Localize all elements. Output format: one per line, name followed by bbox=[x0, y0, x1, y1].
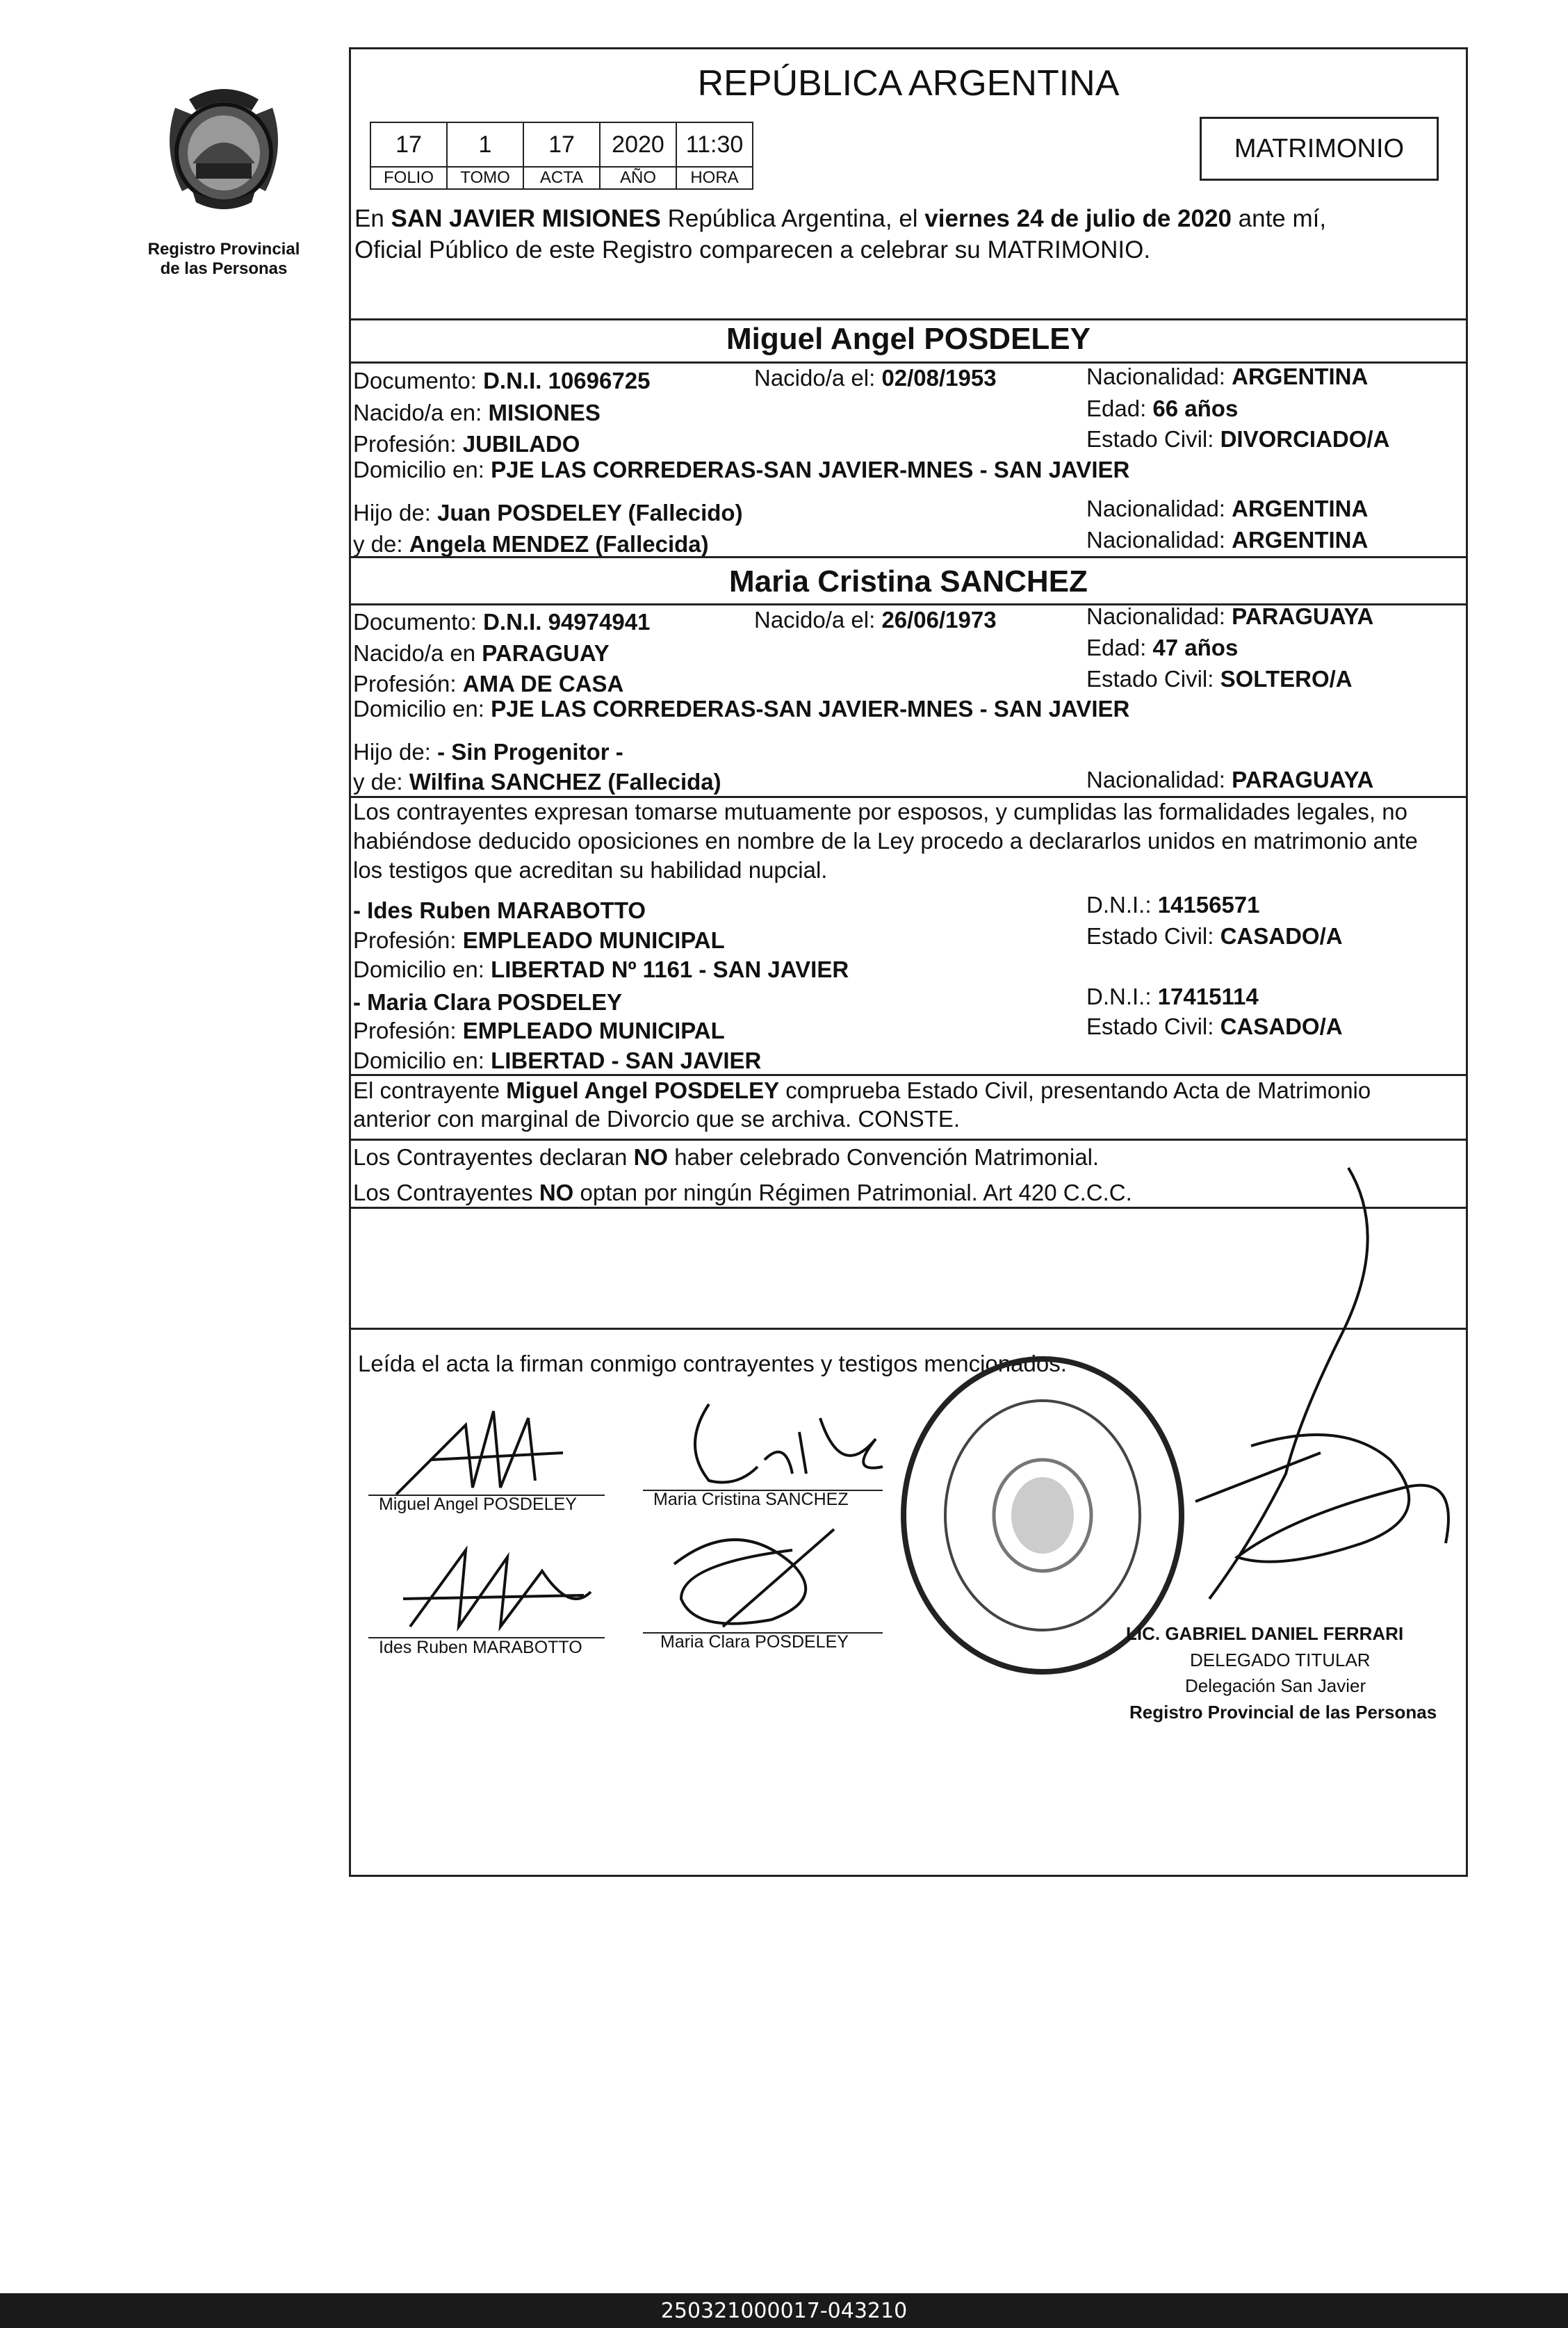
witness-1-civil-status: Estado Civil: CASADO/A bbox=[1086, 923, 1343, 949]
page-title: REPÚBLICA ARGENTINA bbox=[697, 63, 1120, 104]
official-delegation: Delegación San Javier bbox=[1185, 1675, 1366, 1696]
witness-1-dni: D.N.I.: 14156571 bbox=[1086, 892, 1260, 918]
groom-signature-icon bbox=[389, 1397, 570, 1508]
groom-civil-status: Estado Civil: DIVORCIADO/A bbox=[1086, 426, 1390, 452]
bride-name: Maria Cristina SANCHEZ bbox=[729, 564, 1088, 599]
witness-2-dni: D.N.I.: 17415114 bbox=[1086, 984, 1259, 1009]
groom-mother-nationality: Nacionalidad: ARGENTINA bbox=[1086, 527, 1369, 553]
acta-value: 17 bbox=[523, 122, 600, 167]
bride-mother-nationality: Nacionalidad: PARAGUAYA bbox=[1086, 767, 1374, 792]
declaration-line-3: los testigos que acreditan su habilidad nupcial. bbox=[353, 857, 828, 883]
witness-1-profession: Profesión: EMPLEADO MUNICIPAL bbox=[353, 927, 725, 953]
divider bbox=[349, 1074, 1468, 1076]
tomo-label: TOMO bbox=[447, 167, 523, 189]
bride-address: Domicilio en: PJE LAS CORREDERAS-SAN JAVIER-MNES - SAN JAVIER bbox=[353, 696, 1130, 722]
folio-label: FOLIO bbox=[370, 167, 447, 189]
record-type-badge: MATRIMONIO bbox=[1200, 117, 1439, 181]
footer-code: 250321000017-043210 bbox=[0, 2293, 1568, 2328]
witness-1-name: - Ides Ruben MARABOTTO bbox=[353, 897, 646, 923]
groom-signature-label: Miguel Angel POSDELEY bbox=[379, 1495, 577, 1514]
hora-label: HORA bbox=[676, 167, 753, 189]
registry-table bbox=[370, 122, 753, 190]
bride-birthplace: Nacido/a en PARAGUAY bbox=[353, 640, 610, 666]
folio-value: 17 bbox=[370, 122, 447, 167]
groom-age: Edad: 66 años bbox=[1086, 396, 1239, 421]
regime-line-1: Los Contrayentes declaran NO haber celebrado Convención Matrimonial. bbox=[353, 1144, 1100, 1170]
bride-age: Edad: 47 años bbox=[1086, 635, 1239, 660]
groom-profession: Profesión: JUBILADO bbox=[353, 431, 580, 457]
bride-profession: Profesión: AMA DE CASA bbox=[353, 671, 624, 697]
province-seal-icon bbox=[154, 80, 293, 219]
witness-2-address: Domicilio en: LIBERTAD - SAN JAVIER bbox=[353, 1048, 762, 1073]
official-name: LIC. GABRIEL DANIEL FERRARI bbox=[1126, 1623, 1404, 1644]
ano-value: 2020 bbox=[600, 122, 676, 167]
official-registry: Registro Provincial de las Personas bbox=[1129, 1702, 1437, 1723]
witness-2-civil-status: Estado Civil: CASADO/A bbox=[1086, 1014, 1343, 1039]
logo-caption-2: de las Personas bbox=[160, 259, 288, 278]
intro-line-1: En SAN JAVIER MISIONES República Argentina, el viernes 24 de julio de 2020 ante mí, bbox=[354, 205, 1327, 232]
groom-father: Hijo de: Juan POSDELEY (Fallecido) bbox=[353, 500, 743, 526]
witness-2-profession: Profesión: EMPLEADO MUNICIPAL bbox=[353, 1018, 725, 1043]
civil-status-note-2: anterior con marginal de Divorcio que se archiva. CONSTE. bbox=[353, 1106, 961, 1132]
witness-2-signature-label: Maria Clara POSDELEY bbox=[660, 1632, 849, 1652]
bride-nationality: Nacionalidad: PARAGUAYA bbox=[1086, 603, 1374, 629]
province-logo bbox=[154, 80, 293, 219]
intro-line-2: Oficial Público de este Registro comparecen a celebrar su MATRIMONIO. bbox=[354, 236, 1151, 263]
groom-birthdate: Nacido/a el: 02/08/1953 bbox=[754, 365, 997, 391]
witness-2-name: - Maria Clara POSDELEY bbox=[353, 989, 622, 1015]
civil-status-note-1: El contrayente Miguel Angel POSDELEY comprueba Estado Civil, presentando Acta de Matrimonio bbox=[353, 1077, 1371, 1103]
witness-1-signature-label: Ides Ruben MARABOTTO bbox=[379, 1638, 582, 1657]
regime-line-2: Los Contrayentes NO optan por ningún Régimen Patrimonial. Art 420 C.C.C. bbox=[353, 1180, 1132, 1205]
groom-birthplace: Nacido/a en: MISIONES bbox=[353, 400, 601, 425]
declaration-line-2: habiéndose deducido oposiciones en nombre de la Ley procedo a declararlos unidos en matrimonio ante bbox=[353, 828, 1418, 854]
groom-name: Miguel Angel POSDELEY bbox=[726, 322, 1091, 356]
witness-1-address: Domicilio en: LIBERTAD Nº 1161 - SAN JAVIER bbox=[353, 957, 849, 982]
ano-label: AÑO bbox=[600, 167, 676, 189]
tomo-value: 1 bbox=[447, 122, 523, 167]
witness-2-signature-icon bbox=[653, 1522, 848, 1641]
acta-label: ACTA bbox=[523, 167, 600, 189]
divider bbox=[349, 1139, 1468, 1141]
groom-mother: y de: Angela MENDEZ (Fallecida) bbox=[353, 531, 709, 557]
hora-value: 11:30 bbox=[676, 122, 753, 167]
bride-document: Documento: D.N.I. 94974941 bbox=[353, 609, 651, 635]
witness-1-signature-icon bbox=[389, 1529, 598, 1641]
closing-text: Leída el acta la firman conmigo contrayentes y testigos mencionados. bbox=[358, 1351, 1067, 1376]
official-title: DELEGADO TITULAR bbox=[1190, 1650, 1371, 1670]
divider bbox=[349, 556, 1468, 558]
declaration-line-1: Los contrayentes expresan tomarse mutuamente por esposos, y cumplidas las formalidades legales, no bbox=[353, 799, 1407, 824]
bride-signature-icon bbox=[667, 1390, 897, 1501]
bride-civil-status: Estado Civil: SOLTERO/A bbox=[1086, 666, 1353, 692]
official-signature-icon bbox=[1112, 1154, 1473, 1641]
bride-father: Hijo de: - Sin Progenitor - bbox=[353, 739, 623, 765]
groom-document: Documento: D.N.I. 10696725 bbox=[353, 368, 651, 393]
groom-address: Domicilio en: PJE LAS CORREDERAS-SAN JAVIER-MNES - SAN JAVIER bbox=[353, 457, 1130, 482]
bride-mother: y de: Wilfina SANCHEZ (Fallecida) bbox=[353, 769, 721, 795]
divider bbox=[349, 318, 1468, 320]
logo-caption-1: Registro Provincial bbox=[147, 240, 300, 259]
groom-nationality: Nacionalidad: ARGENTINA bbox=[1086, 364, 1369, 389]
bride-signature-label: Maria Cristina SANCHEZ bbox=[653, 1490, 849, 1509]
bride-birthdate: Nacido/a el: 26/06/1973 bbox=[754, 607, 997, 633]
groom-father-nationality: Nacionalidad: ARGENTINA bbox=[1086, 496, 1369, 521]
